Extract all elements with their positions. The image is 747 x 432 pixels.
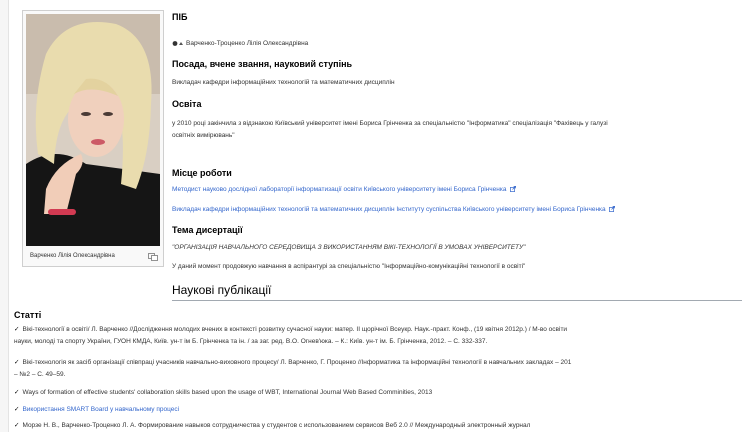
thesis-note: У даний момент продовжую навчання в аспірантурі за спеціальністю "Інформаційно-комунікаційні технології в освіті" (172, 263, 526, 270)
position-value: Викладач кафедри інформаційних технологій та математичних дисциплін (172, 79, 395, 86)
enlarge-icon[interactable] (148, 253, 158, 261)
profile-photo[interactable] (26, 14, 160, 246)
name-heading: ПІБ (172, 12, 188, 22)
external-link-icon (609, 206, 615, 212)
check-icon: ✓ (14, 406, 20, 413)
external-link-icon (510, 186, 516, 192)
work-link-lecturer[interactable] (172, 206, 615, 213)
check-icon: ✓ (14, 422, 20, 429)
user-icon (172, 40, 184, 47)
work-heading: Місце роботи (172, 168, 232, 178)
portrait-image (26, 14, 160, 246)
education-heading: Освіта (172, 99, 202, 109)
article-4[interactable] (14, 405, 179, 414)
name-value-row (172, 40, 308, 47)
position-heading: Посада, вчене звання, науковий ступінь (172, 59, 353, 69)
education-line-2: освітніх вимірювань" (172, 132, 235, 139)
article-5 (14, 421, 530, 430)
article-2-text: Вікі-технологія як засіб організації співпраці учасників навчально-виховного процесу/ Л. Варченко, Г. Проценко //Інформатика та інформаційні технології в навчальних закладах – 201 (22, 359, 572, 366)
section-divider (172, 300, 742, 301)
publications-section-title: Наукові публікації (172, 283, 272, 297)
thumbnail-caption-row (26, 250, 160, 264)
articles-heading: Статті (14, 310, 42, 320)
check-icon: ✓ (14, 359, 20, 366)
thesis-heading: Тема дисертації (172, 225, 243, 235)
name-value: Варченко-Троценко Лілія Олександрівна (186, 40, 309, 48)
profile-thumbnail[interactable] (22, 10, 164, 267)
check-icon: ✓ (14, 326, 20, 333)
education-line-1: у 2010 році закінчила з відзнакою Київський університет імені Бориса Грінченка за спеціальністю "Інформатика" спеціалізація "Фахівець у галузі (172, 120, 608, 127)
article-4-link[interactable]: Використання SMART Board у навчальному процесі (22, 406, 180, 413)
article-3 (14, 388, 432, 397)
article-5-text: Морзе Н. В., Варченко-Троценко Л. А. Формирование навыков сотрудничества у студентов с использованием сервисов Веб 2.0 // Международный электронный журнал (22, 422, 531, 429)
article-2-line-1 (14, 358, 571, 367)
image-caption: Варченко Лілія Олександрівна (30, 253, 115, 259)
article-2-line-2: – №2 – С. 49–59. (14, 371, 66, 378)
work-link-methodist[interactable] (172, 186, 516, 193)
work-link-lecturer-text[interactable]: Викладач кафедри інформаційних технологій та математичних дисциплін Інституту суспільства Київського університету імені Бориса Грінченка (172, 206, 606, 213)
article-1-text: Вікі-технології в освіті/ Л. Варченко //Дослідження молодих вчених в контексті розвитку сучасної науки: матер. II щорічної Всеукр. Наук.-практ. Конф., (19 квітня 2012р.) / М-во освіти (22, 326, 568, 333)
article-1-line-1 (14, 325, 567, 334)
article-1-line-2: науки, молоді та спорту України, ГУОН КМДА, Київ. ун-т ім Б. Грінченка та ін. / за заг. ред. В.О. Огнев'юка. – К.: Київ. ун-т ім. Б. Грінченка, 2012. – С. 332-337. (14, 338, 488, 345)
work-link-methodist-text[interactable]: Методист науково дослідної лабораторії інформатизації освіти Київського університету імені Бориса Грінченка (172, 186, 507, 193)
article-3-text: Ways of formation of effective students' collaboration skills based upon the usage of WBT, International Journal Web Based Comminities, 2013 (22, 389, 433, 396)
page-left-border (0, 0, 9, 432)
check-icon: ✓ (14, 389, 20, 396)
thesis-title: "ОРГАНІЗАЦІЯ НАВЧАЛЬНОГО СЕРЕДОВИЩА З ВИКОРИСТАННЯМ ВІКІ-ТЕХНОЛОГІЇ В УМОВАХ УНІВЕРСИТЕТУ" (172, 244, 526, 251)
